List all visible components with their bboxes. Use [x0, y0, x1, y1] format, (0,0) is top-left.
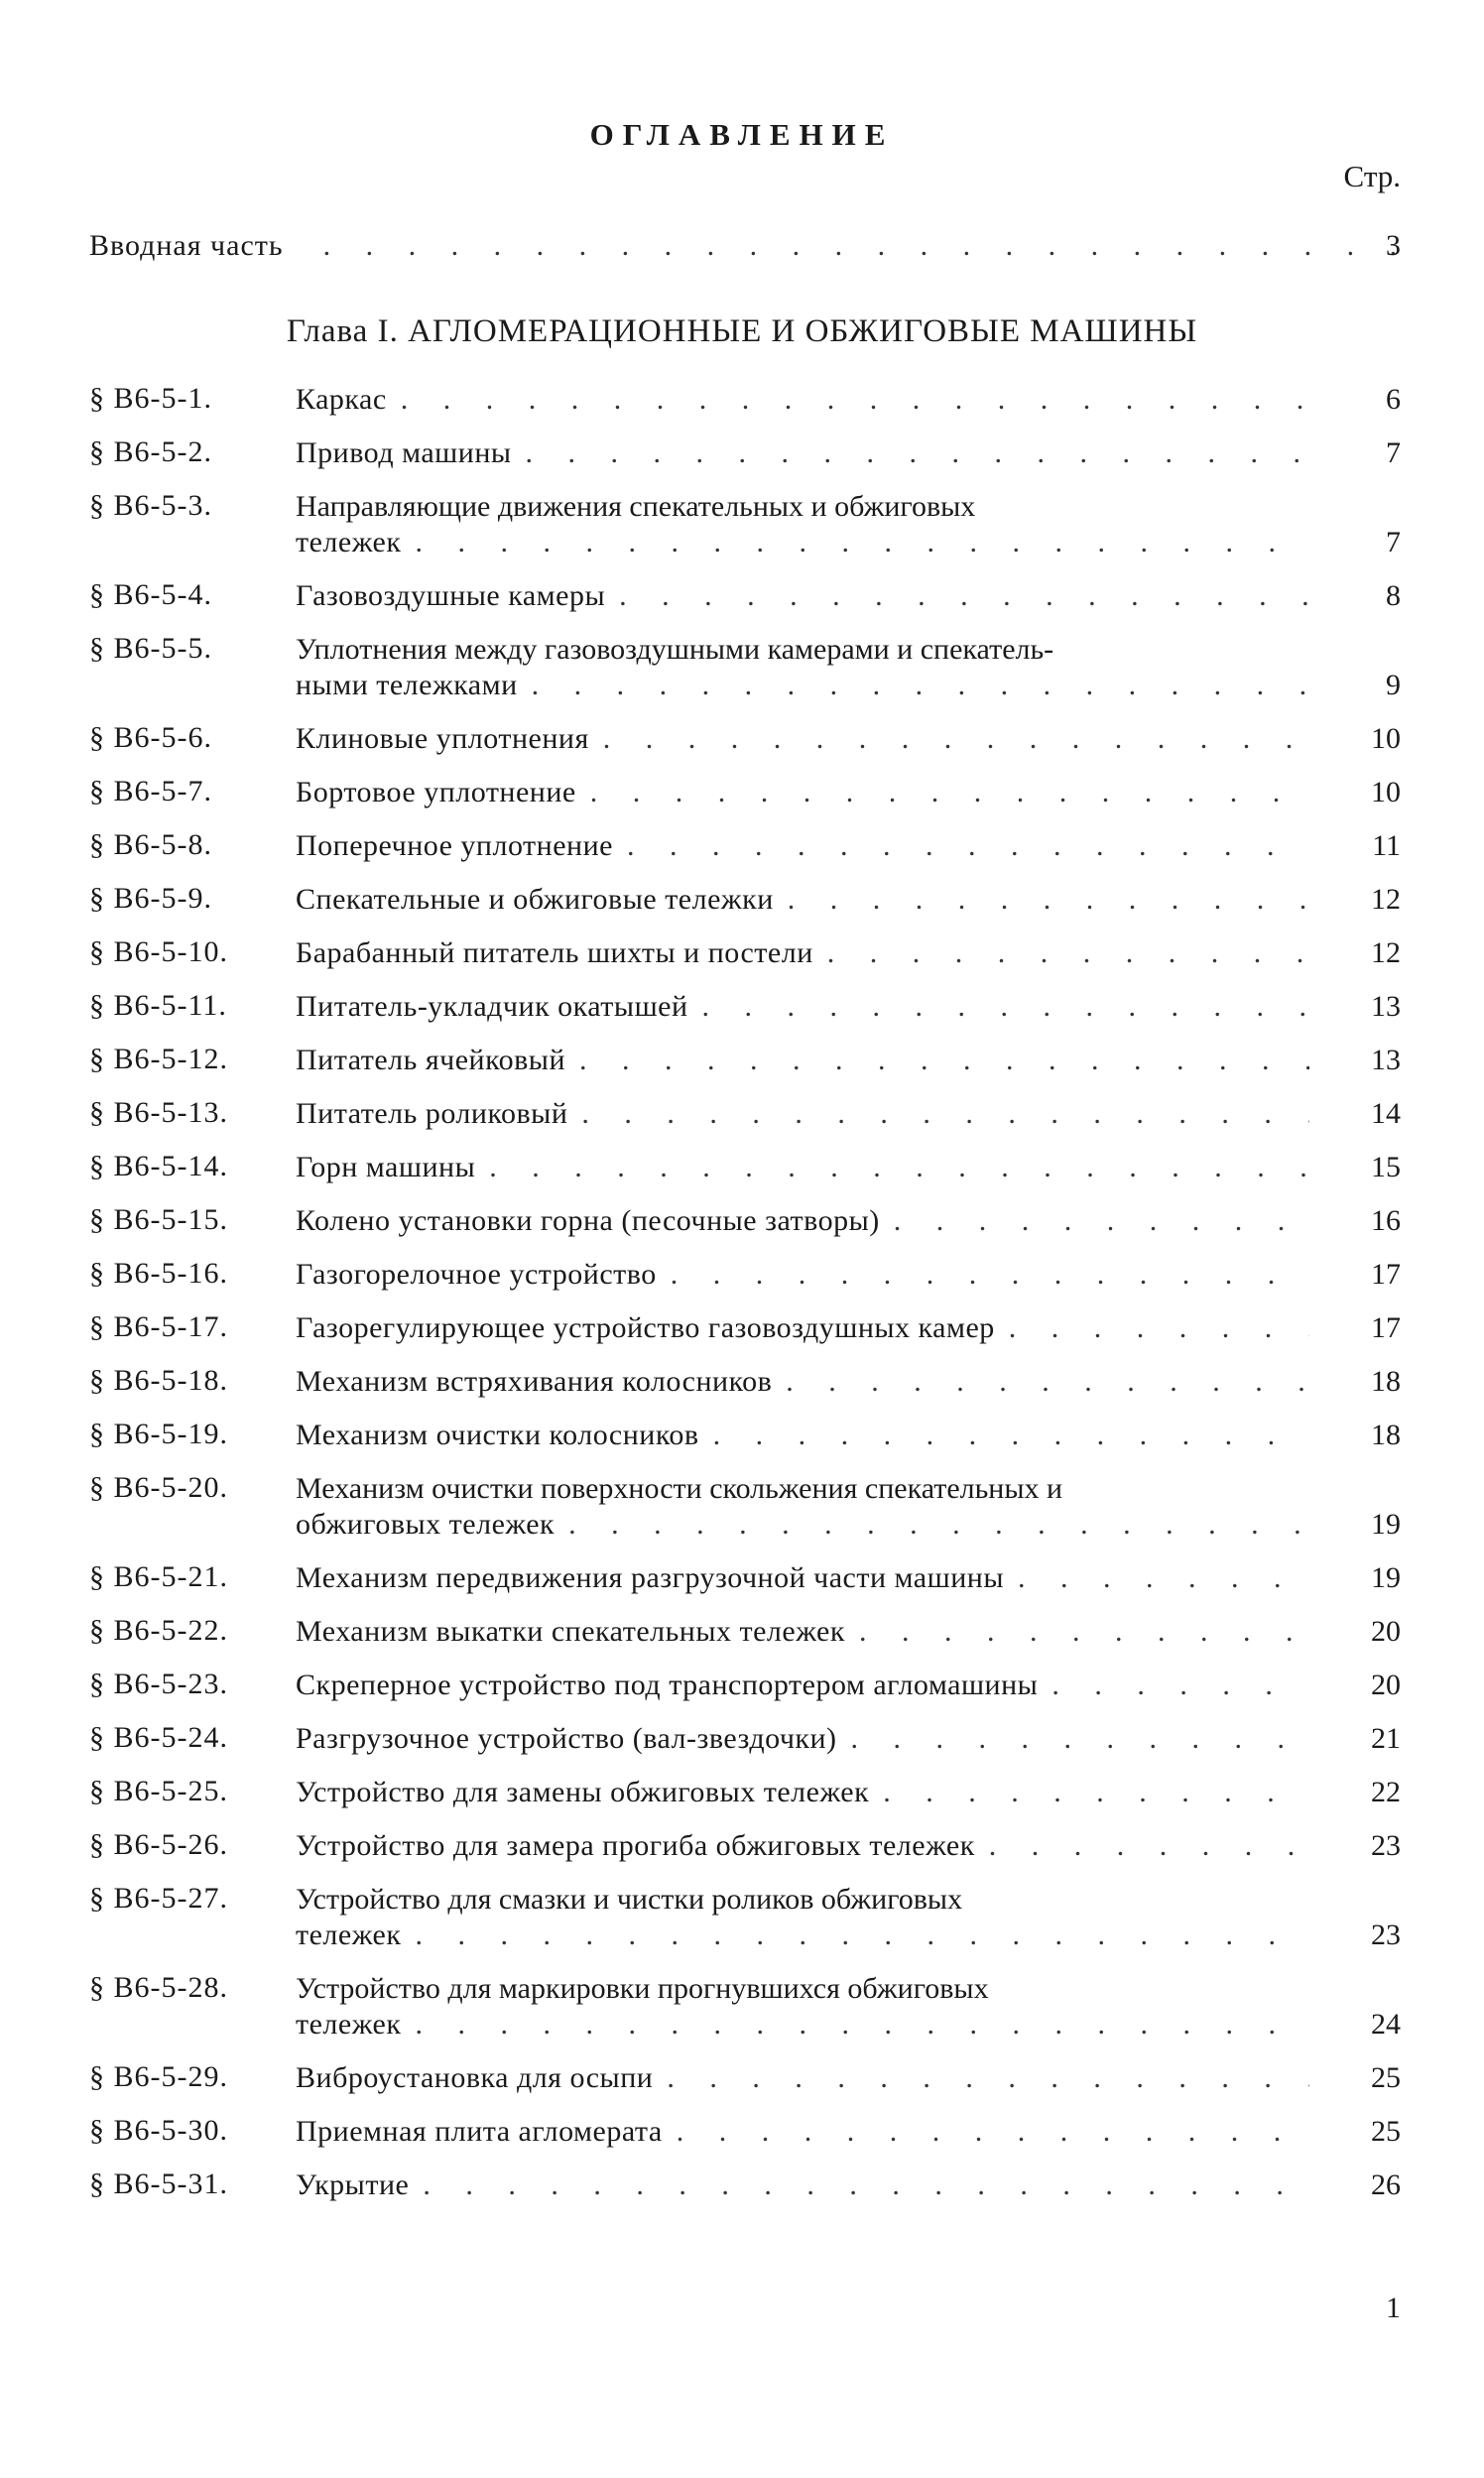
toc-entry	[89, 1096, 1401, 1132]
toc-entry-title: Скреперное устройство под транспортером агломашины	[296, 1669, 1039, 1701]
toc-entry	[89, 1775, 1401, 1810]
toc-entry	[89, 1721, 1401, 1757]
toc-entry-page: 25	[1371, 2115, 1401, 2148]
toc-entry-number: § В6-5-6.	[89, 721, 212, 754]
dot-leader	[813, 935, 1309, 971]
toc-entry-title: Механизм встряхивания колосников	[296, 1365, 773, 1398]
toc-entry-line	[296, 1828, 1309, 1864]
dot-leader	[772, 1364, 1309, 1400]
toc-entry	[89, 721, 1401, 757]
toc-entry-line	[296, 2007, 1309, 2043]
toc-entry-page: 23	[1371, 1829, 1401, 1862]
dot-leader	[409, 2168, 1309, 2203]
toc-entry-number: § В6-5-3.	[89, 489, 212, 522]
toc-entry-page: 7	[1386, 526, 1401, 558]
toc-entry-title: Спекательные и обжиговые тележки	[296, 883, 774, 916]
toc-entry	[89, 1310, 1401, 1346]
toc-entry	[89, 989, 1401, 1025]
toc-entry-body	[296, 1882, 1309, 1953]
dot-leader	[613, 828, 1309, 864]
toc-entry-page: 17	[1371, 1311, 1401, 1344]
dot-leader	[774, 882, 1309, 918]
toc-entry-number: § В6-5-14.	[89, 1150, 228, 1182]
page-column-label: Стр.	[1343, 159, 1401, 193]
toc-entry-line	[296, 882, 1309, 918]
toc-entry-body	[296, 1614, 1309, 1650]
toc-intro-title: Вводная часть	[89, 229, 284, 262]
toc-entry-body	[296, 1721, 1309, 1757]
dot-leader	[589, 721, 1309, 757]
toc-entry-page: 18	[1371, 1419, 1401, 1451]
toc-entry-page: 10	[1371, 776, 1401, 808]
toc-entry-title: Горн машины	[296, 1151, 476, 1183]
toc-entry-body	[296, 1971, 1309, 2043]
dot-leader	[518, 668, 1309, 703]
toc-entry-line	[296, 1775, 1309, 1810]
toc-entry	[89, 2060, 1401, 2096]
toc-entry	[89, 935, 1401, 971]
toc-entry-page: 22	[1371, 1776, 1401, 1808]
toc-entry-number: § В6-5-23.	[89, 1668, 228, 1700]
toc-entry-line	[296, 578, 1309, 614]
toc-entry-line	[296, 435, 1309, 471]
dot-leader	[1038, 1668, 1309, 1703]
toc-entry-number: § В6-5-2.	[89, 435, 212, 468]
dot-leader	[1004, 1560, 1309, 1596]
toc-entry-line	[296, 668, 1309, 703]
toc-intro-entry	[89, 226, 1401, 268]
toc-entry-title: Поперечное уплотнение	[296, 829, 613, 862]
dot-leader	[837, 1721, 1309, 1757]
toc-entry	[89, 489, 1401, 560]
toc-entry-line	[296, 989, 1309, 1025]
toc-entry-page: 7	[1386, 436, 1401, 469]
toc-entry-body	[296, 1257, 1309, 1293]
toc-entry-body	[296, 1828, 1309, 1864]
toc-entry-number: § В6-5-13.	[89, 1096, 228, 1129]
toc-entry	[89, 435, 1401, 471]
toc-entry-page: 10	[1371, 722, 1401, 755]
toc-entry-number: § В6-5-1.	[89, 382, 212, 415]
toc-entry-number: § В6-5-22.	[89, 1614, 228, 1647]
toc-entry-title: Механизм передвижения разгрузочной части машины	[296, 1561, 1004, 1594]
page-number: 1	[1386, 2292, 1401, 2324]
toc-entry-number: § В6-5-24.	[89, 1721, 228, 1754]
toc-entry-line	[296, 1150, 1309, 1185]
toc-entry-body	[296, 632, 1309, 703]
toc-entry-line	[296, 382, 1309, 418]
toc-entry-title: Устройство для замера прогиба обжиговых тележек	[296, 1829, 975, 1862]
toc-entry-body	[296, 1043, 1309, 1078]
toc-entry-body	[296, 1310, 1309, 1346]
dot-leader	[605, 578, 1309, 614]
toc-entry-line	[296, 1257, 1309, 1293]
toc-entry	[89, 1257, 1401, 1293]
toc-entry-title: Приемная плита агломерата	[296, 2115, 663, 2148]
toc-entry-line	[296, 1614, 1309, 1650]
dot-leader	[565, 1043, 1309, 1078]
toc-entry-body	[296, 1775, 1309, 1810]
toc-entry-title: Механизм очистки колосников	[296, 1419, 699, 1451]
dot-leader	[653, 2060, 1309, 2096]
toc-entry	[89, 632, 1401, 703]
toc-entry-line	[296, 2114, 1309, 2150]
toc-entry	[89, 578, 1401, 614]
toc-entry-page: 19	[1371, 1561, 1401, 1594]
toc-entry-number: § В6-5-26.	[89, 1828, 228, 1861]
toc-entry-line	[296, 721, 1309, 757]
toc-entry-number: § В6-5-10.	[89, 935, 228, 968]
toc-entry-number: § В6-5-9.	[89, 882, 212, 915]
toc-entry-line	[296, 1203, 1309, 1239]
toc-entry-page: 17	[1371, 1258, 1401, 1291]
toc-entry-page: 20	[1371, 1615, 1401, 1648]
toc-entry-line	[296, 1918, 1309, 1953]
toc-entry-body	[296, 489, 1309, 560]
toc-entry	[89, 882, 1401, 918]
toc-entry-page: 12	[1371, 883, 1401, 916]
toc-entry-title: тележек	[296, 2008, 402, 2041]
toc-entry-line	[296, 1418, 1309, 1453]
page-title: ОГЛАВЛЕНИЕ	[589, 117, 895, 152]
toc-entry	[89, 828, 1401, 864]
toc-entry	[89, 1150, 1401, 1185]
toc-entry-page: 25	[1371, 2061, 1401, 2094]
toc-entry-page: 20	[1371, 1669, 1401, 1701]
toc-entry-body	[296, 1471, 1309, 1543]
toc-entry-line	[296, 775, 1309, 810]
toc-entry-line	[296, 1668, 1309, 1703]
toc-entry-line	[296, 525, 1309, 560]
dot-leader	[401, 525, 1309, 560]
toc-entry-page: 23	[1371, 1919, 1401, 1951]
dot-leader	[663, 2114, 1309, 2150]
toc-entry	[89, 1364, 1401, 1400]
toc-entry-page: 13	[1371, 1044, 1401, 1076]
toc-entry-line	[296, 1043, 1309, 1078]
toc-entry-page: 12	[1371, 936, 1401, 969]
toc-entry-page: 18	[1371, 1365, 1401, 1398]
toc-entry-number: § В6-5-18.	[89, 1364, 228, 1397]
toc-entry-title: Колено установки горна (песочные затворы)	[296, 1204, 880, 1237]
toc-entry	[89, 1971, 1401, 2043]
toc-entry-line	[296, 1096, 1309, 1132]
toc-entry-page: 9	[1386, 669, 1401, 701]
toc-entry-line	[296, 1507, 1309, 1543]
toc-entry-number: § В6-5-25.	[89, 1775, 228, 1807]
toc-entry-page: 6	[1386, 383, 1401, 416]
toc-entry	[89, 1614, 1401, 1650]
toc-entry-title: Устройство для маркировки прогнувшихся обжиговых	[296, 1972, 989, 2005]
toc-entry-page: 13	[1371, 990, 1401, 1023]
toc-entry-title: Укрытие	[296, 2168, 410, 2201]
dot-leader	[284, 226, 1401, 266]
dot-leader	[699, 1418, 1309, 1453]
toc-entry-body	[296, 1364, 1309, 1400]
toc-entry-number: § В6-5-8.	[89, 828, 212, 861]
toc-entry-number: § В6-5-4.	[89, 578, 212, 611]
toc-entry	[89, 1043, 1401, 1078]
toc-entry-number: § В6-5-29.	[89, 2060, 228, 2093]
toc-entry-title: тележек	[296, 526, 402, 558]
toc-entry-title: Механизм выкатки спекательных тележек	[296, 1615, 845, 1648]
toc-entry	[89, 2168, 1401, 2203]
toc-entry-title: Устройство для замены обжиговых тележек	[296, 1776, 870, 1808]
toc-entry-body	[296, 989, 1309, 1025]
dot-leader	[845, 1614, 1309, 1650]
toc-entry-line	[296, 1721, 1309, 1757]
toc-entry-line	[296, 935, 1309, 971]
dot-leader	[975, 1828, 1309, 1864]
toc-entry-title: Виброустановка для осыпи	[296, 2061, 654, 2094]
dot-leader	[688, 989, 1309, 1025]
dot-leader	[401, 2007, 1309, 2043]
dot-leader	[512, 435, 1309, 471]
toc-entry-body	[296, 2168, 1309, 2203]
toc-entry	[89, 1203, 1401, 1239]
toc-entry-body	[296, 1203, 1309, 1239]
chapter-heading: Глава I. АГЛОМЕРАЦИОННЫЕ И ОБЖИГОВЫЕ МАШИНЫ	[286, 313, 1198, 349]
toc-entry-body	[296, 1418, 1309, 1453]
toc-intro-page: 3	[1386, 229, 1401, 262]
toc-entry-title: Разгрузочное устройство (вал-звездочки)	[296, 1722, 837, 1755]
toc-entry-body	[296, 1096, 1309, 1132]
toc-entry-number: § В6-5-27.	[89, 1882, 228, 1915]
toc-entry-line	[296, 1310, 1309, 1346]
dot-leader	[401, 1918, 1309, 1953]
toc-entry-line	[296, 2168, 1309, 2203]
toc-entry-title: Каркас	[296, 383, 387, 416]
toc-entry-title: Газорегулирующее устройство газовоздушных камер	[296, 1311, 995, 1344]
dot-leader	[555, 1507, 1309, 1543]
toc-entry-number: § В6-5-15.	[89, 1203, 228, 1236]
toc-entry-title: Питатель роликовый	[296, 1097, 568, 1130]
toc-entry-page: 24	[1371, 2008, 1401, 2041]
toc-entry	[89, 1882, 1401, 1953]
toc-entry-title: Питатель-укладчик окатышей	[296, 990, 688, 1023]
toc-entry-number: § В6-5-11.	[89, 989, 227, 1022]
toc-entry-title: ными тележками	[296, 669, 518, 701]
toc-entry-page: 21	[1371, 1722, 1401, 1755]
toc-entry-number: § В6-5-20.	[89, 1471, 228, 1504]
toc-entry-number: § В6-5-16.	[89, 1257, 228, 1290]
toc-entry-body	[296, 578, 1309, 614]
toc-entry	[89, 1668, 1401, 1703]
toc-entry-body	[296, 882, 1309, 918]
toc-entry-body	[296, 2114, 1309, 2150]
toc-entry-title: тележек	[296, 1919, 402, 1951]
toc-entry-page: 11	[1372, 829, 1401, 862]
toc-entry-title: Питатель ячейковый	[296, 1044, 565, 1076]
toc-entry-line	[296, 2060, 1309, 2096]
toc-entry-number: § В6-5-7.	[89, 775, 212, 807]
toc-entry-line	[296, 1560, 1309, 1596]
toc-entry-title: Направляющие движения спекательных и обжиговых	[296, 490, 976, 523]
toc-list	[89, 382, 1401, 2221]
toc-entry-body	[296, 382, 1309, 418]
toc-entry-number: § В6-5-28.	[89, 1971, 228, 2004]
toc-entry	[89, 2114, 1401, 2150]
dot-leader	[475, 1150, 1309, 1185]
toc-entry-title: Устройство для смазки и чистки роликов обжиговых	[296, 1883, 963, 1916]
toc-entry-body	[296, 435, 1309, 471]
toc-entry-page: 8	[1386, 579, 1401, 612]
toc-entry-title: Клиновые уплотнения	[296, 722, 589, 755]
toc-entry-body	[296, 775, 1309, 810]
toc-entry-body	[296, 1668, 1309, 1703]
toc-entry-body	[296, 935, 1309, 971]
toc-entry-title: Газовоздушные камеры	[296, 579, 606, 612]
dot-leader	[880, 1203, 1309, 1239]
toc-entry-page: 14	[1371, 1097, 1401, 1130]
toc-entry	[89, 1560, 1401, 1596]
toc-entry-number: § В6-5-5.	[89, 632, 212, 665]
toc-entry-line	[296, 1364, 1309, 1400]
toc-entry-title: Уплотнения между газовоздушными камерами и спекатель-	[296, 633, 1054, 666]
toc-entry-number: § В6-5-17.	[89, 1310, 228, 1343]
toc-entry-page: 26	[1371, 2168, 1401, 2201]
toc-entry-title: Механизм очистки поверхности скольжения спекательных и	[296, 1472, 1063, 1505]
dot-leader	[567, 1096, 1309, 1132]
toc-entry-page: 16	[1371, 1204, 1401, 1237]
toc-entry-title: Барабанный питатель шихты и постели	[296, 936, 813, 969]
toc-entry-number: § В6-5-31.	[89, 2168, 228, 2200]
toc-entry-number: § В6-5-19.	[89, 1418, 228, 1450]
toc-intro-line	[89, 226, 1401, 266]
toc-entry	[89, 1828, 1401, 1864]
toc-entry	[89, 1471, 1401, 1543]
toc-entry-body	[296, 2060, 1309, 2096]
toc-entry-title: обжиговых тележек	[296, 1508, 556, 1541]
toc-entry-body	[296, 1560, 1309, 1596]
dot-leader	[576, 775, 1309, 810]
toc-entry-page: 19	[1371, 1508, 1401, 1541]
toc-entry	[89, 1418, 1401, 1453]
dot-leader	[869, 1775, 1309, 1810]
toc-entry-body	[296, 1150, 1309, 1185]
toc-entry-body	[296, 721, 1309, 757]
toc-entry	[89, 775, 1401, 810]
dot-leader	[387, 382, 1309, 418]
toc-entry-title: Бортовое уплотнение	[296, 776, 576, 808]
toc-entry-title: Газогорелочное устройство	[296, 1258, 657, 1291]
toc-entry-body	[296, 828, 1309, 864]
toc-entry-line	[296, 828, 1309, 864]
toc-entry-page: 15	[1371, 1151, 1401, 1183]
dot-leader	[995, 1310, 1309, 1346]
toc-entry	[89, 382, 1401, 418]
dot-leader	[657, 1257, 1309, 1293]
toc-entry-number: § В6-5-30.	[89, 2114, 228, 2147]
toc-entry-number: § В6-5-12.	[89, 1043, 228, 1075]
toc-entry-title: Привод машины	[296, 436, 512, 469]
toc-entry-number: § В6-5-21.	[89, 1560, 228, 1593]
